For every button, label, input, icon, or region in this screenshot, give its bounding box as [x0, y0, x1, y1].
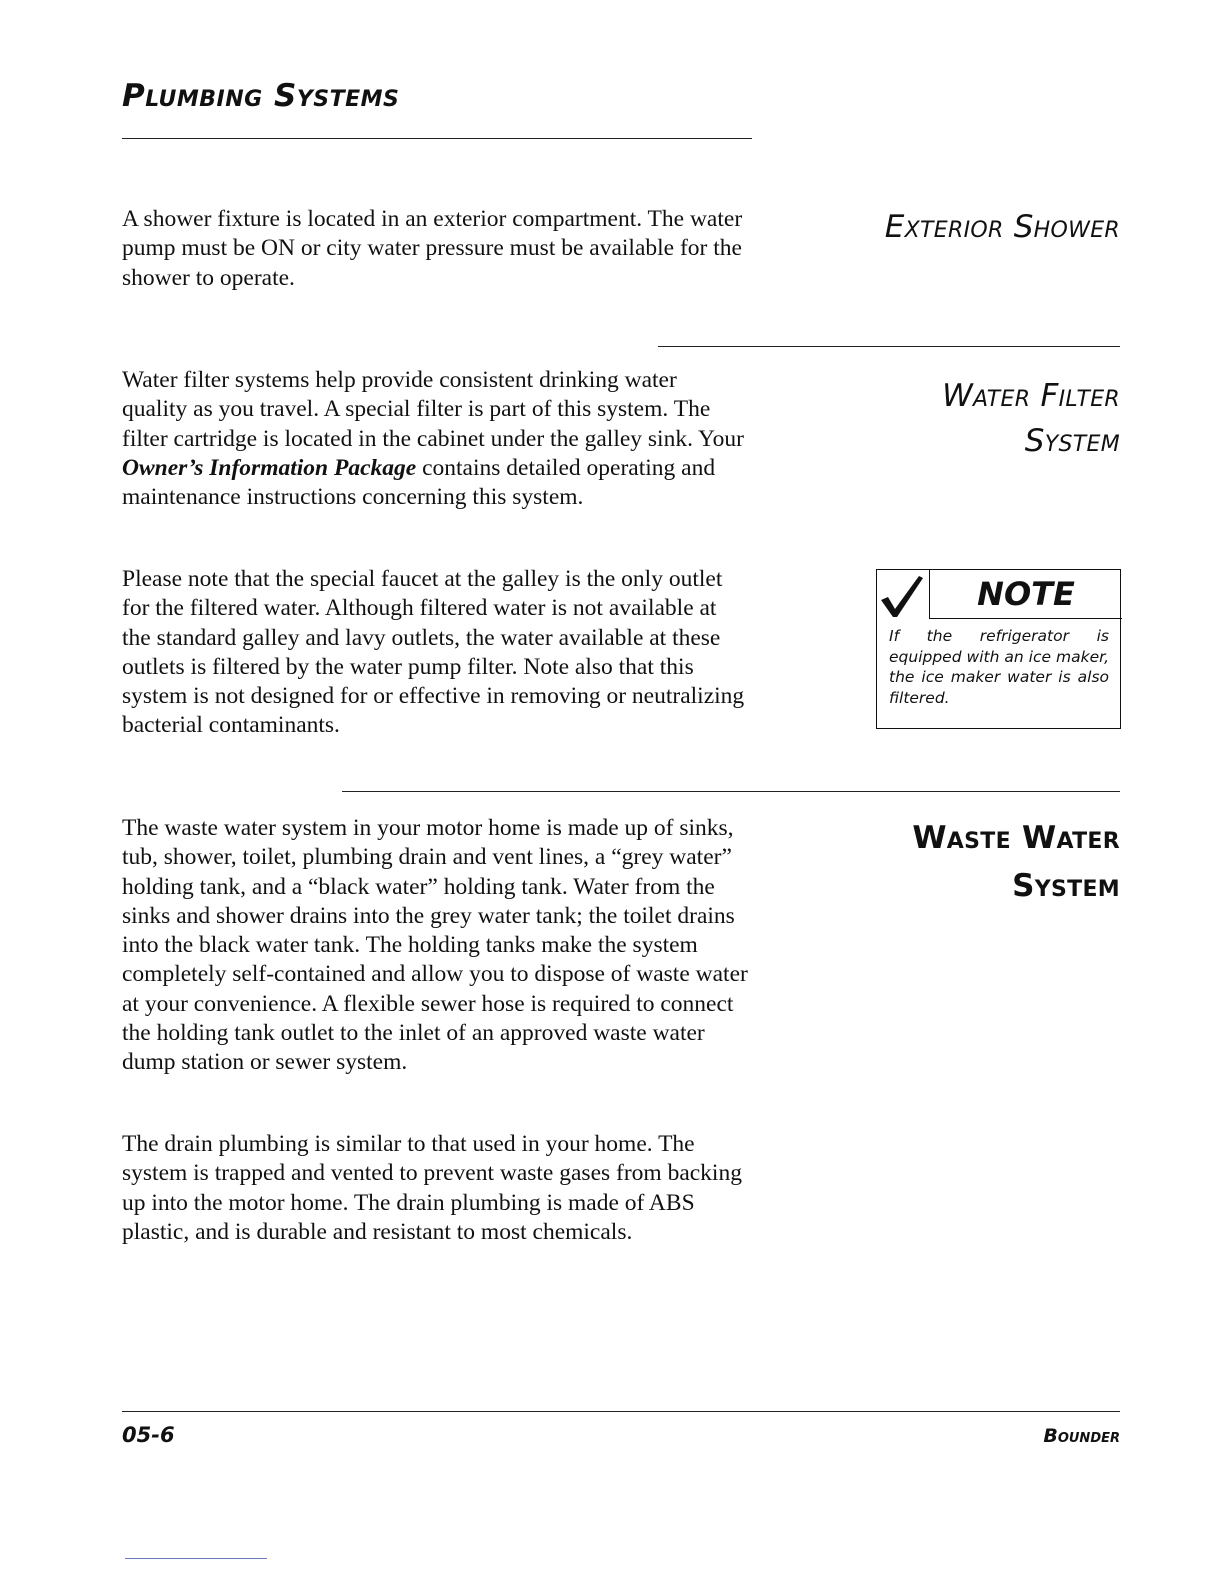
section-divider-1 — [658, 346, 1120, 347]
waste-water-heading — [912, 814, 1120, 910]
waste-water-paragraph-2: The drain plumbing is similar to that used in your home. The system is trapped and vented to prevent waste gases from backing up into the motor home. The drain plumbing is made of ABS plastic, and is durable and resistant to most chemicals. — [122, 1131, 742, 1245]
water-filter-heading-line2: System — [1024, 423, 1120, 459]
note-box — [876, 569, 1121, 729]
footer-brand: Bounder — [1043, 1425, 1120, 1447]
header-rule — [122, 138, 752, 139]
waste-water-heading-line2: System — [1012, 868, 1120, 904]
note-text: If the refrigerator is equipped with an ice maker, the ice maker water is also filtered. — [889, 627, 1109, 707]
exterior-shower-paragraph: A shower fixture is located in an exterior compartment. The water pump must be ON or city water pressure must be available for the shower to operate. — [122, 206, 743, 291]
checkmark-icon — [877, 573, 929, 619]
page-number: 05-6 — [122, 1423, 175, 1447]
water-filter-heading — [942, 374, 1120, 464]
chapter-title: Plumbing Systems — [122, 78, 400, 114]
exterior-shower-heading — [885, 205, 1120, 250]
owners-info-package-emphasis: Owner’s Information Package — [122, 454, 417, 481]
water-filter-paragraph-1 — [122, 366, 747, 512]
water-filter-heading-line1: Water Filter — [942, 378, 1120, 414]
bottom-edge-mark — [125, 1558, 267, 1559]
waste-water-paragraph-1: The waste water system in your motor home is made up of sinks, tub, shower, toilet, plumbing drain and vent lines, a “grey water” holding tank, and a “black water” holding tank. Water from the sinks and shower drains into the grey water tank; the toilet drains into the black water tank. The holding tanks make the system completely self-contained and allow you to dispose of waste water at your convenience. A flexible sewer hose is required to connect the holding tank outlet to the inlet of an approved waste water dump station or sewer system. — [122, 815, 748, 1076]
section-divider-2 — [342, 791, 1120, 792]
note-label: NOTE — [929, 570, 1122, 619]
waste-water-heading-line1: Waste Water — [912, 820, 1120, 856]
footer-rule — [122, 1411, 1120, 1412]
water-filter-paragraph-2: Please note that the special faucet at the galley is the only outlet for the filtered water. Although filtered water is not available at the standard galley and lavy outlets, the water available at these outlets is filtered by the water pump filter. Note also that this system is not designed for or effective in removing or neutralizing bacterial contaminants. — [122, 566, 745, 739]
water-filter-p1-before: Water filter systems help provide consistent drinking water quality as you travel. A special filter is part of this system. The filter cartridge is located in the cabinet under the galley sink. Your — [122, 367, 744, 452]
water-filter-p1-after: contains detailed operating and maintenance instructions concerning this system. — [122, 454, 716, 511]
exterior-shower-heading-text: Exterior Shower — [884, 209, 1120, 245]
